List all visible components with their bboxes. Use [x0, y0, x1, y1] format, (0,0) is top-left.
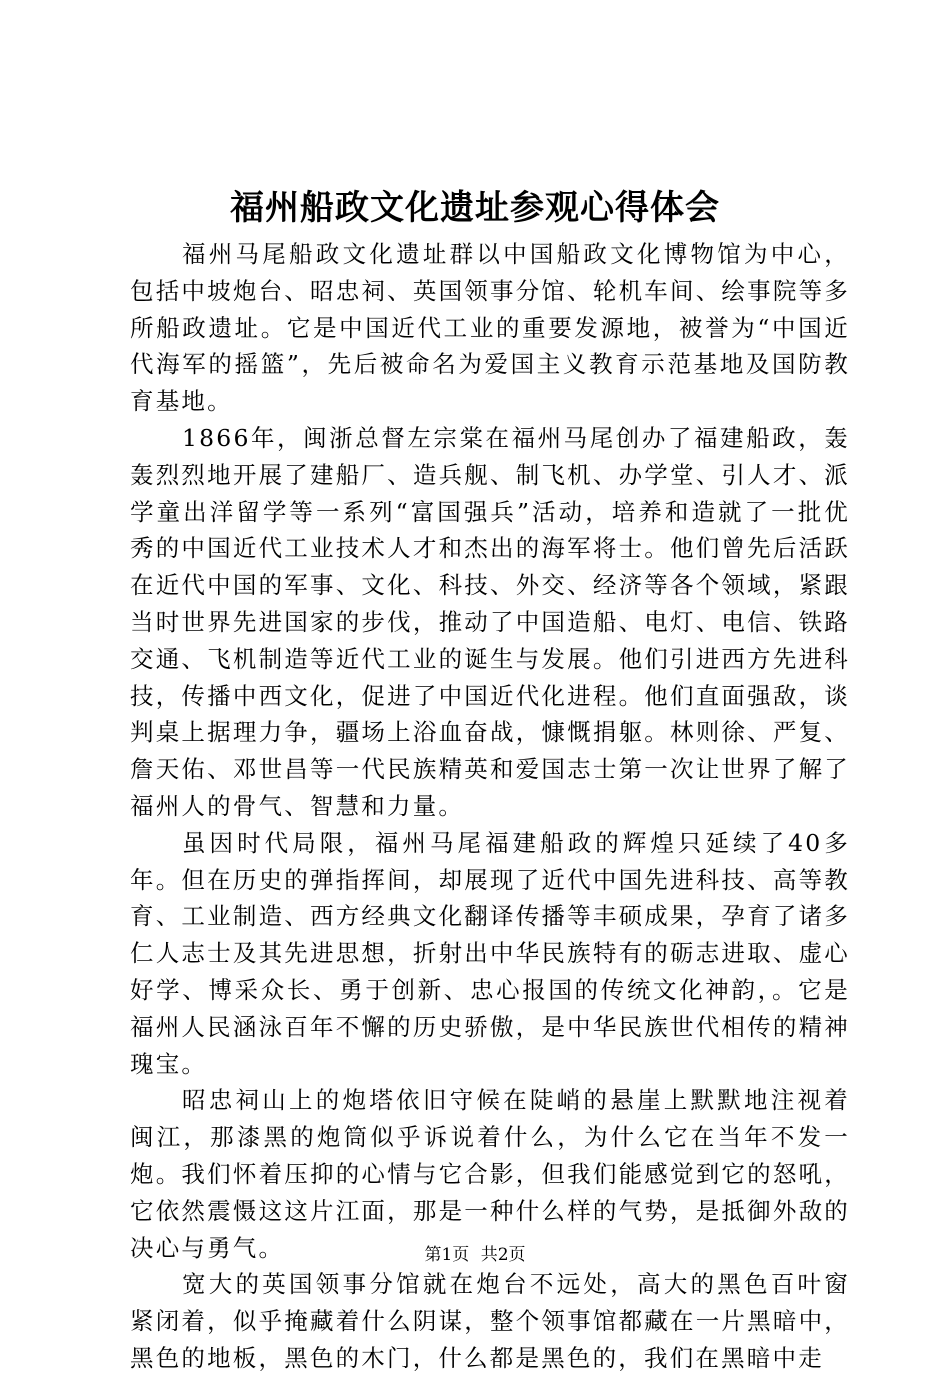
paragraph: 宽大的英国领事分馆就在炮台不远处，高大的黑色百叶窗紧闭着，似乎掩藏着什么阴谋，整个领事馆都藏在一片黑暗中，黑色的地板，黑色的木门，什么都是黑色的，我们在黑暗中走 [130, 1270, 850, 1372]
document-title: 福州船政文化遗址参观心得体会 [230, 188, 720, 228]
paragraph: 福州马尾船政文化遗址群以中国船政文化博物馆为中心，包括中坡炮台、昭忠祠、英国领事分馆、轮机车间、绘事院等多所船政遗址。它是中国近代工业的重要发源地，被誉为“中国近代海军的摇篮”，先后被命名为爱国主义教育示范基地及国防教育基地。 [130, 240, 850, 416]
document-body [130, 236, 850, 1377]
page-footer [0, 1243, 950, 1267]
page-total: 共2页 [480, 1245, 526, 1265]
paragraph: 虽因时代局限，福州马尾福建船政的辉煌只延续了40多年。但在历史的弹指挥间，却展现了近代中国先进科技、高等教育、工业制造、西方经典文化翻译传播等丰硕成果，孕育了诸多仁人志士及其先进思想，折射出中华民族特有的砺志进取、虚心好学、博采众长、勇于创新、忠心报国的传统文化神韵，。它是福州人民涵泳百年不懈的历史骄傲，是中华民族世代相传的精神瑰宝。 [130, 828, 850, 1078]
paragraph: 昭忠祠山上的炮塔依旧守候在陡峭的悬崖上默默地注视着闽江，那漆黑的炮筒似乎诉说着什么，为什么它在当年不发一炮。我们怀着压抑的心情与它合影，但我们能感觉到它的怒吼，它依然震慑这这片江面，那是一种什么样的气势，是抵御外敌的决心与勇气。 [130, 1086, 850, 1262]
page-number: 第1页 [424, 1245, 470, 1265]
paragraph: 1866年，闽浙总督左宗棠在福州马尾创办了福建船政，轰轰烈烈地开展了建船厂、造兵舰、制飞机、办学堂、引人才、派学童出洋留学等一系列“富国强兵”活动，培养和造就了一批优秀的中国近代工业技术人才和杰出的海军将士。他们曾先后活跃在近代中国的军事、文化、科技、外交、经济等各个领域，紧跟当时世界先进国家的步伐，推动了中国造船、电灯、电信、铁路交通、飞机制造等近代工业的诞生与发展。他们引进西方先进科技，传播中西文化，促进了中国近代化进程。他们直面强敌，谈判桌上据理力争，疆场上浴血奋战，慷慨捐躯。林则徐、严复、詹天佑、邓世昌等一代民族精英和爱国志士第一次让世界了解了福州人的骨气、智慧和力量。 [130, 423, 850, 820]
